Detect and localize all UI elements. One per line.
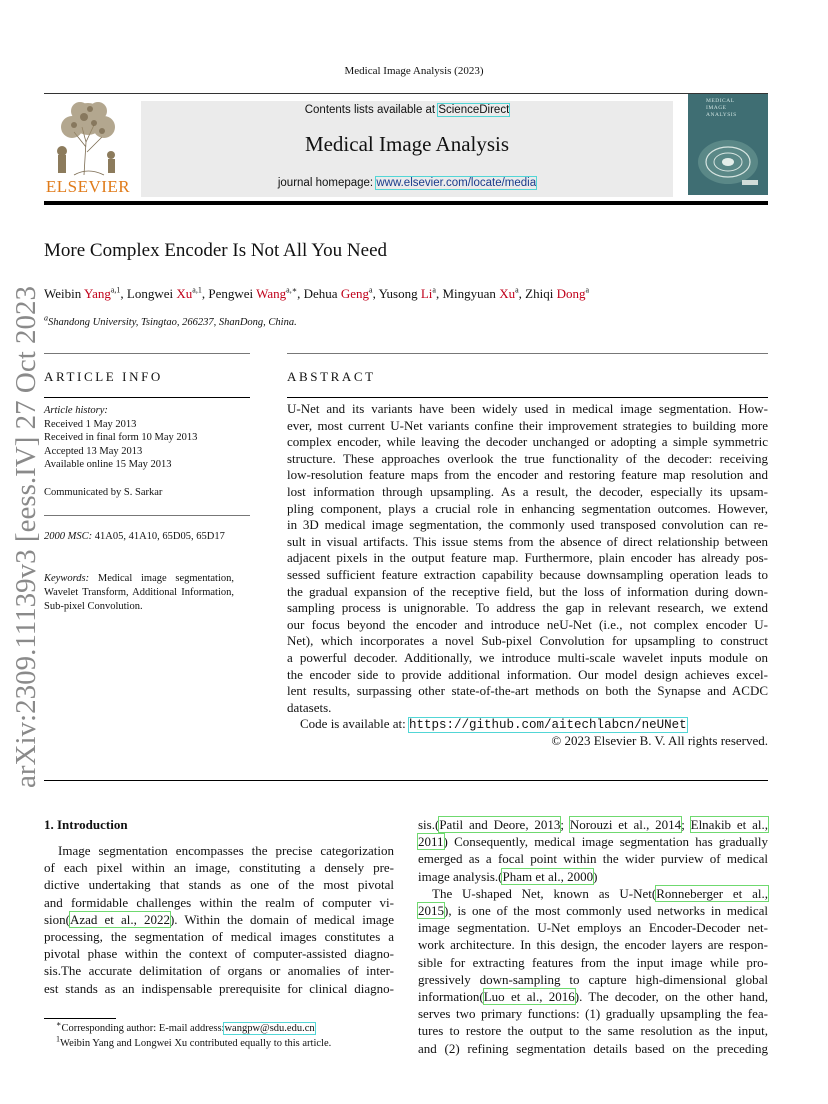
author-last-name: Wang	[256, 286, 287, 301]
elsevier-wordmark: ELSEVIER	[45, 177, 131, 196]
right-p2-line5: sible for extracting features from the input image while pro-	[418, 954, 768, 970]
history-received: Received 1 May 2013	[44, 418, 137, 430]
elsevier-tree-icon	[44, 97, 132, 177]
affiliation-text: Shandong University, Tsingtao, 266237, ShanDong, China.	[48, 317, 297, 328]
right-p2-line4: work architecture. In this design, the encoder layers are respon-	[418, 937, 768, 953]
code-availability	[300, 716, 687, 734]
author-separator: ,	[201, 286, 209, 301]
abstract-line: sult in visual artifacts. This issue stems from the absence of direct relationship between	[287, 533, 768, 549]
author-list	[44, 286, 589, 302]
right-p2-line8: serves two primary functions: (1) gradually upsampling the fea-	[418, 1006, 768, 1022]
abstract-rule-mid	[287, 397, 768, 398]
intro-line: sion(Azad et al., 2022). Within the domain of medical image	[44, 911, 394, 927]
keywords	[44, 572, 234, 614]
intro-line: Image segmentation encompasses the precise categorization	[58, 843, 394, 858]
history-online: Available online 15 May 2013	[44, 459, 172, 471]
author-affiliation-marker: a	[432, 285, 436, 295]
author-first-name: Yusong	[378, 286, 421, 301]
intro-line: of each pixel within an image, constituting a densely pre-	[44, 860, 394, 876]
code-url-link[interactable]: https://github.com/aitechlabcn/neUNet	[409, 718, 687, 732]
author-affiliation-marker: a,∗	[286, 285, 298, 295]
intro-line: sis.The accurate delimitation of organs or anomalies of inter-	[44, 963, 394, 979]
author-first-name: Mingyuan	[442, 286, 500, 301]
code-prefix: Code is available at:	[300, 716, 410, 731]
cover-art-icon	[692, 132, 764, 192]
abstract-heading: ABSTRACT	[287, 369, 376, 384]
author-last-name: Xu	[499, 286, 516, 301]
sciencedirect-link[interactable]: ScienceDirect	[438, 104, 510, 116]
right-p2-line10: and (2) refining segmentation details based on the preceding	[418, 1040, 768, 1056]
right-p1-line3: emerged as a focal point within the wider purview of medical	[418, 851, 768, 867]
right-p2-line1: The U-shaped Net, known as U-Net(Ronneberger et al.,	[432, 885, 768, 901]
abstract-line: ever, most current U-Net variants confine their improvement strategies to building more	[287, 417, 768, 433]
abstract-line: the encoder side to provide additional information. Our model design achieves excel-	[287, 666, 768, 682]
abstract-line: sessed sufficient feature extraction capability because downsampling operation leads to	[287, 566, 768, 582]
homepage-line	[141, 177, 673, 189]
masthead-bottom-rule	[44, 201, 768, 205]
article-info-rule-top	[44, 353, 250, 354]
arxiv-stamp: arXiv:2309.11139v3 [eess.IV] 27 Oct 2023	[10, 285, 42, 788]
homepage-prefix: journal homepage:	[277, 177, 377, 189]
citation-elnakib[interactable]: Elnakib et al.,	[690, 817, 768, 832]
right-p1-line2: 2011) Consequently, medical image segmentation has gradually	[418, 834, 768, 850]
abstract-line: structure. These approaches overlook the true functionality of the decoder: receiving	[287, 450, 768, 466]
intro-line: dictive undertaking that stands as one of the most pivotal	[44, 877, 394, 893]
abstract-rule-top	[287, 353, 768, 354]
contents-prefix: Contents lists available at	[304, 104, 439, 116]
right-p2-line6: gressively down-sampling to capture high-dimensional global	[418, 971, 768, 987]
citation-ronneberger-year[interactable]: 2015	[418, 903, 444, 919]
history-revised: Received in final form 10 May 2013	[44, 432, 198, 444]
intro-line: pivotal phase within the context of computer-assisted diagno-	[44, 946, 394, 962]
intro-right-column	[418, 816, 768, 1057]
abstract-line: datasets.	[287, 699, 332, 715]
journal-cover-image	[688, 94, 768, 195]
author-last-name: Xu	[176, 286, 193, 301]
footnote-corresponding: ∗Corresponding author: E-mail address:wangpw@sdu.edu.cn	[56, 1019, 315, 1034]
email-link[interactable]: wangpw@sdu.edu.cn	[224, 1023, 315, 1034]
section-heading-introduction: 1. Introduction	[44, 817, 128, 832]
author-separator: ,	[435, 286, 443, 301]
abstract-line: U-Net and its variants have been widely used in medical image segmentation. How-	[287, 401, 768, 416]
msc-label: 2000 MSC:	[44, 531, 93, 542]
author-separator: ,	[120, 286, 127, 301]
footnote-rule	[44, 1018, 116, 1019]
msc-values: 41A05, 41A10, 65D05, 65D17	[94, 531, 225, 542]
abstract-line: adjacent pixels in the output feature map. Furthermore, plain encoder has already pos-	[287, 550, 768, 566]
history-accepted: Accepted 13 May 2013	[44, 445, 143, 457]
copyright: © 2023 Elsevier B. V. All rights reserved.	[551, 733, 768, 748]
right-p1-line4: image analysis.(Pham et al., 2000)	[418, 868, 598, 884]
journal-name: Medical Image Analysis	[304, 132, 510, 156]
author-first-name: Zhiqi	[525, 286, 557, 301]
footnote-equal-contribution: $^1$Weibin Yang and Longwei Xu contributed equally to this article.	[56, 1034, 332, 1049]
cover-title: MEDICAL IMAGE ANALYSIS	[706, 98, 737, 118]
intro-left-column	[44, 842, 394, 997]
intro-line: and formidable challenges within the realm of computer vi-	[44, 894, 394, 910]
abstract-line: Net), which incorporates a novel Sub-pixel Convolution for upsampling to construct	[287, 633, 768, 649]
author-last-name: Dong	[556, 286, 586, 301]
author-first-name: Weibin	[44, 286, 84, 301]
running-header: Medical Image Analysis (2023)	[344, 65, 484, 77]
author-last-name: Geng	[340, 286, 369, 301]
history-label: Article history:	[44, 405, 108, 416]
right-p2-line3: image segmentation. U-Net employs an Encoder-Decoder net-	[418, 920, 768, 936]
paper-title: More Complex Encoder Is Not All You Need	[44, 240, 388, 261]
abstract-line: sampling process is unignorable. To address the gap in relevant research, we extend	[287, 600, 768, 616]
right-p2-line7: information(Luo et al., 2016). The decoder, on the other hand,	[418, 989, 768, 1005]
keywords-label: Keywords:	[44, 573, 90, 584]
elsevier-logo	[44, 97, 132, 197]
author-first-name: Longwei	[126, 286, 177, 301]
communicated-by: Communicated by S. Sarkar	[44, 487, 163, 498]
author-affiliation-marker: a,1	[192, 285, 202, 295]
citation-luo[interactable]: Luo et al., 2016	[483, 989, 575, 1005]
citation-elnakib-year[interactable]: 2011	[418, 834, 444, 850]
abstract-line: the gradual expansion of the receptive field, but the loss of information during down-	[287, 583, 768, 599]
abstract-line: a powerful decoder. Additionally, we introduce multi-scale wavelet inputs module on	[287, 649, 768, 665]
author-separator: ,	[518, 286, 526, 301]
author-first-name: Pengwei	[208, 286, 257, 301]
article-info-rule-bottom	[44, 515, 250, 516]
contents-line	[141, 104, 673, 116]
article-info-rule-mid	[44, 397, 250, 398]
article-info-heading: ARTICLE INFO	[44, 369, 163, 384]
affiliation-marker: a	[44, 313, 48, 323]
citation-azad[interactable]: Azad et al., 2022	[70, 911, 170, 927]
abstract-line: lent results, surpassing other state-of-the-art methods on both the Synapse and ACDC	[287, 683, 768, 699]
author-affiliation-marker: a	[585, 285, 590, 295]
author-affiliation-marker: a	[515, 285, 519, 295]
abstract-line: pling component, plays a crucial role in enhancing segmentation outcomes. However,	[287, 500, 768, 516]
intro-line: est stands as an indispensable prerequisite for clinical diagno-	[44, 980, 394, 996]
abstract-line: in 3D medical image segmentation, the commonly used transposed convolution can re-	[287, 517, 768, 533]
journal-info-box	[141, 101, 673, 197]
author-affiliation-marker: a	[369, 285, 373, 295]
abstract-bottom-rule	[44, 780, 768, 781]
author-last-name: Li	[420, 286, 433, 301]
msc-codes	[44, 530, 250, 544]
homepage-link[interactable]: www.elsevier.com/locate/media	[376, 177, 537, 189]
keywords-text: Medical image segmentation, Wavelet Transform, Additional Information, Sub-pixel Convolution.	[44, 573, 235, 612]
citation-norouzi[interactable]: Norouzi et al., 2014	[569, 817, 682, 832]
abstract-body	[287, 401, 768, 716]
abstract-line: our focus beyond the encoder and introduce neU-Net (i.e., not complex encoder U-	[287, 616, 768, 632]
citation-patil[interactable]: Patil and Deore, 2013	[439, 817, 561, 832]
right-p2-line9: tures to restore the output to the same resolution as the input,	[418, 1023, 768, 1039]
right-p1-line1: sis.(Patil and Deore, 2013; Norouzi et al., 2014; Elnakib et al.,	[418, 817, 768, 832]
intro-line: processing, the segmentation of medical images constitutes a	[44, 929, 394, 945]
author-affiliation-marker: a,1	[110, 285, 121, 295]
author-separator: ,	[297, 286, 304, 301]
abstract-line: complex encoder, while leaving the decoder unchanged or adopting a simple symmetric	[287, 434, 768, 450]
right-p2-line2: 2015), is one of the most commonly used networks in medical	[418, 903, 768, 919]
masthead-top-rule	[44, 93, 768, 94]
author-last-name: Yang	[84, 286, 111, 301]
affiliation	[44, 313, 297, 328]
author-separator: ,	[372, 286, 379, 301]
article-history	[44, 404, 250, 472]
abstract-line: lost information through upsampling. As a result, the decoder, especially its upsam-	[287, 483, 768, 499]
abstract-line: low-resolution feature maps from the encoder and restoring feature map resolution and	[287, 467, 768, 483]
author-first-name: Dehua	[303, 286, 341, 301]
citation-pham[interactable]: Pham et al., 2000	[502, 868, 594, 884]
citation-ronneberger[interactable]: Ronneberger et al.,	[656, 885, 768, 901]
